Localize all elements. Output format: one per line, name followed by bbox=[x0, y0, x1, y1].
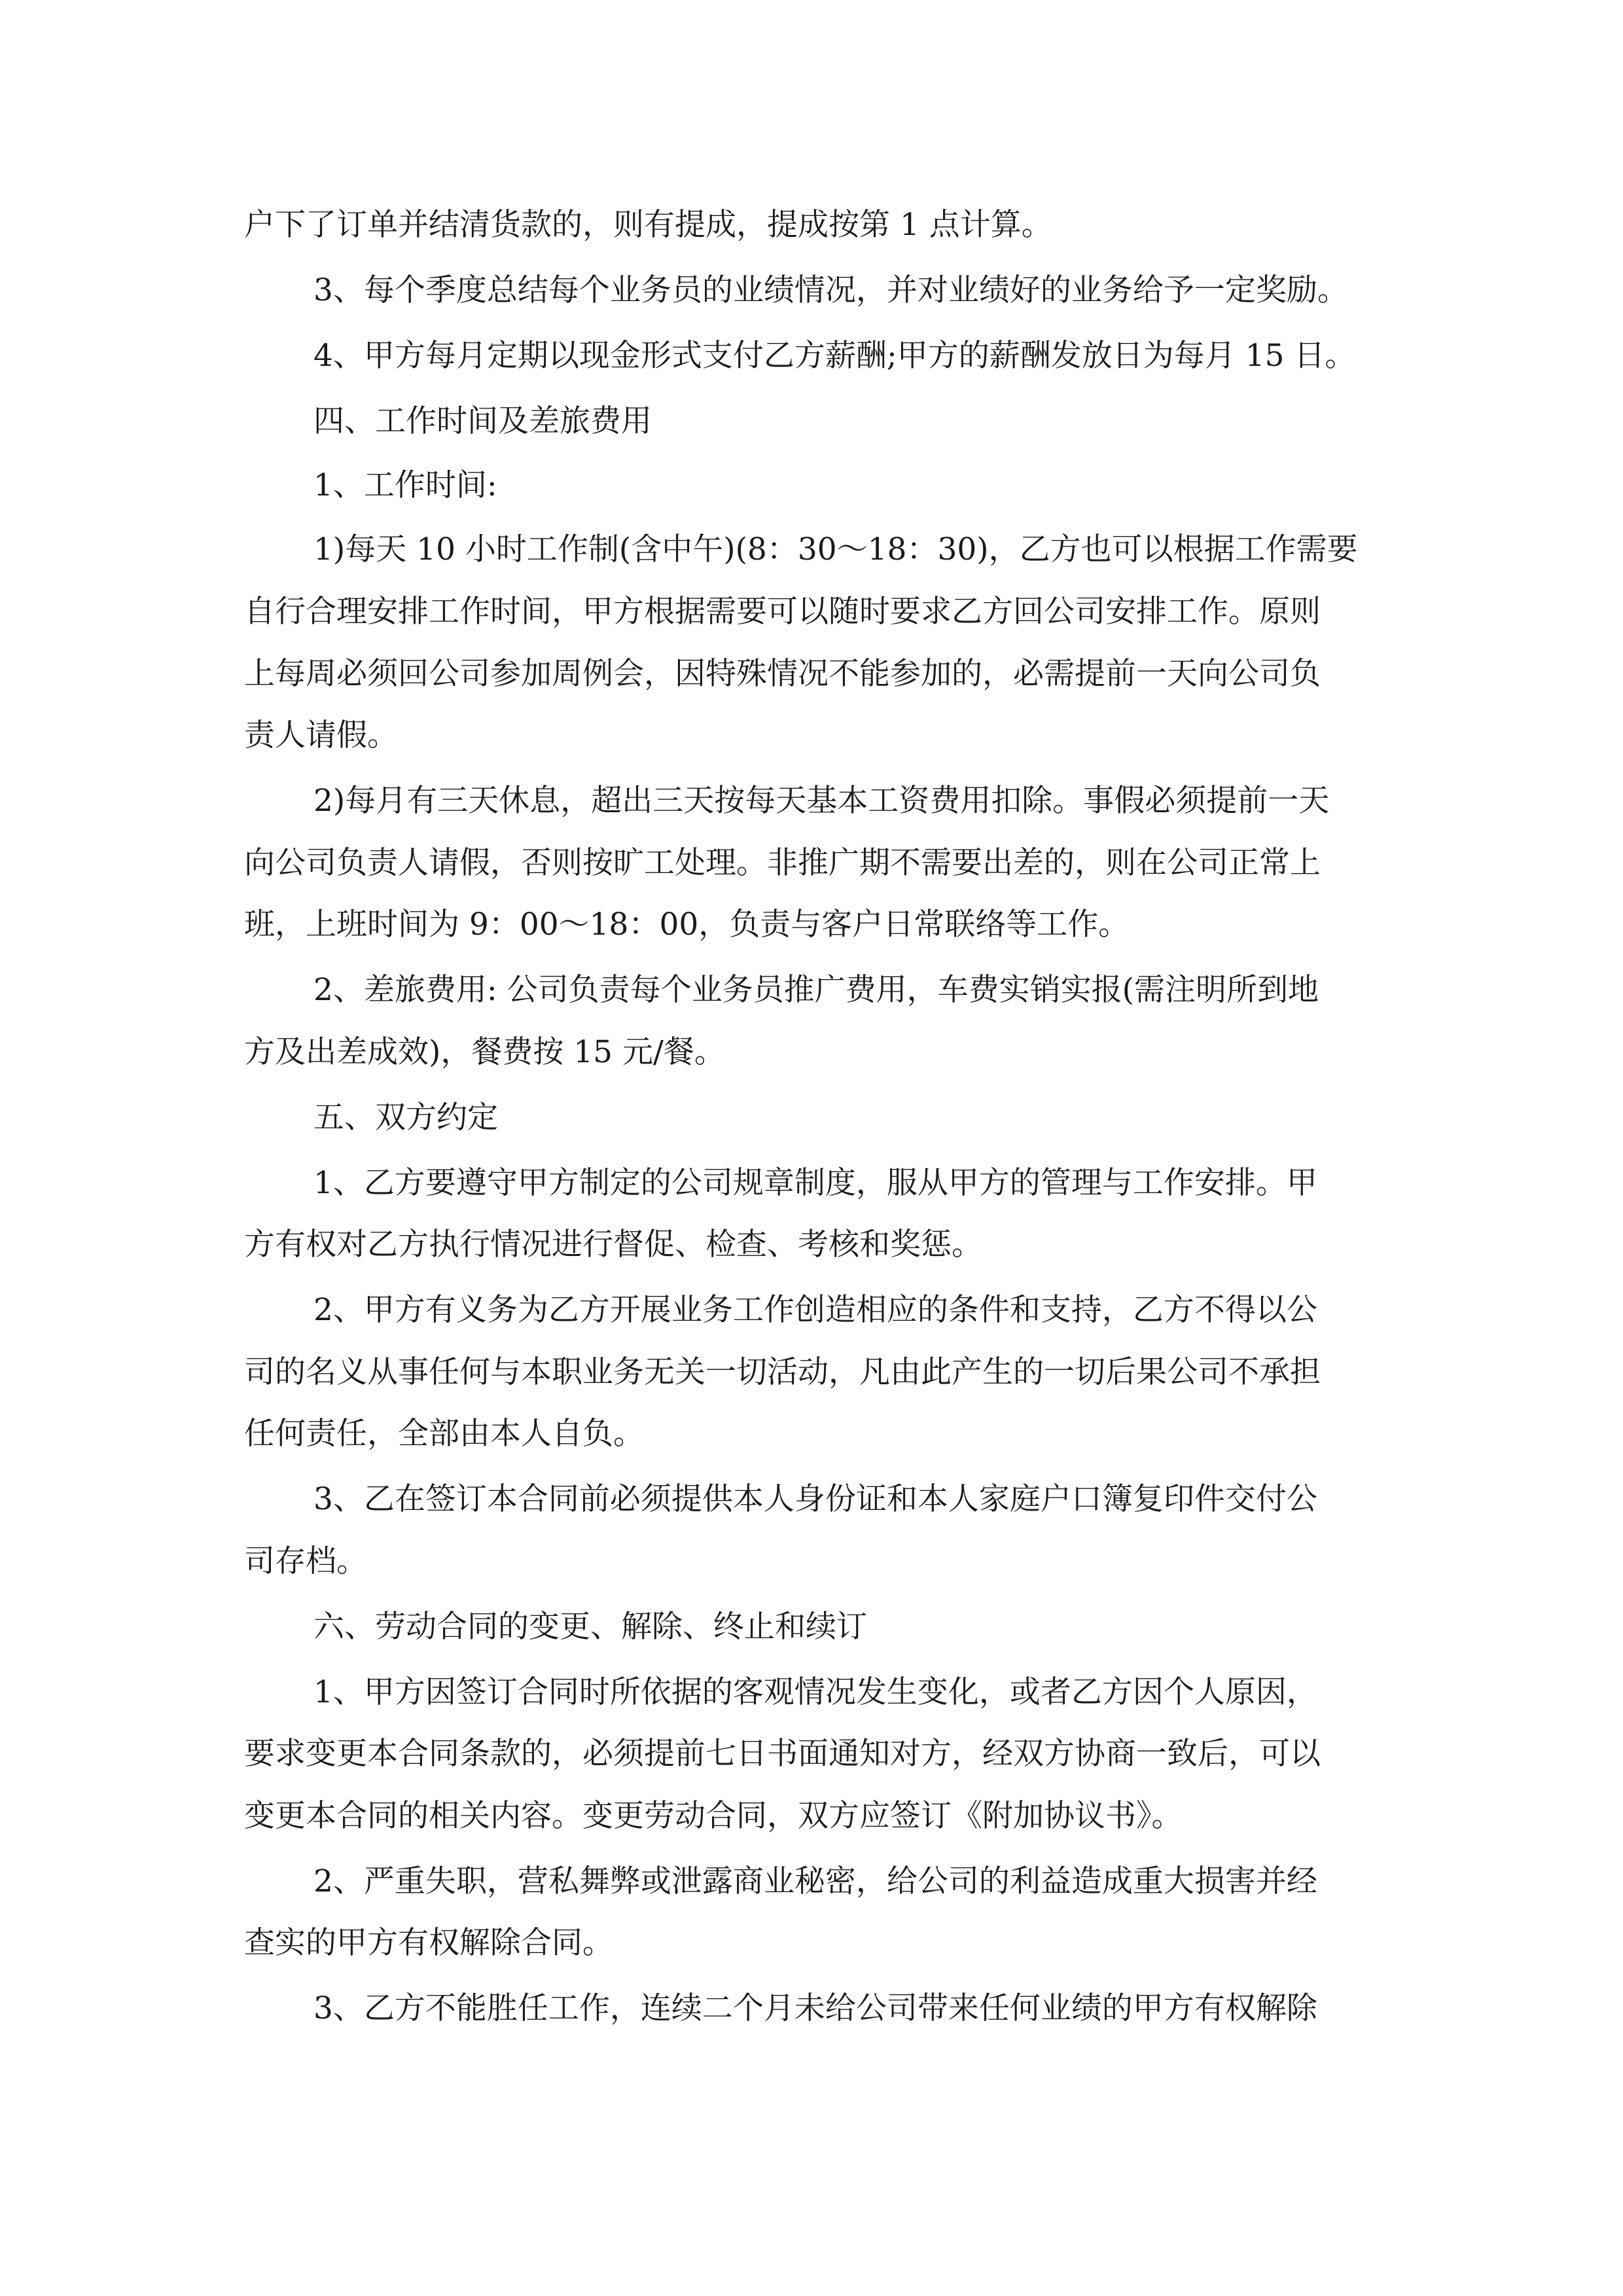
text-line: 4、甲方每月定期以现金形式支付乙方薪酬;甲方的薪酬发放日为每月 15 日。 bbox=[313, 338, 1356, 374]
text-line: 2)每月有三天休息，超出三天按每天基本工资费用扣除。事假必须提前一天 bbox=[313, 783, 1330, 819]
text-line: 变更本合同的相关内容。变更劳动合同，双方应签订《附加协议书》。 bbox=[244, 1798, 1183, 1834]
text-line: 司存档。 bbox=[244, 1543, 367, 1579]
section-heading: 五、双方约定 bbox=[313, 1100, 498, 1136]
text-line: 2、严重失职，营私舞弊或泄露商业秘密，给公司的利益造成重大损害并经 bbox=[313, 1863, 1317, 1899]
text-line: 要求变更本合同条款的，必须提前七日书面通知对方，经双方协商一致后，可以 bbox=[244, 1736, 1321, 1772]
text-line: 向公司负责人请假，否则按旷工处理。非推广期不需要出差的，则在公司正常上 bbox=[244, 845, 1321, 881]
text-line: 1、甲方因签订合同时所依据的客观情况发生变化，或者乙方因个人原因， bbox=[313, 1674, 1317, 1710]
text-line: 方有权对乙方执行情况进行督促、检查、考核和奖惩。 bbox=[244, 1227, 982, 1263]
text-line: 3、每个季度总结每个业务员的业绩情况，并对业绩好的业务给予一定奖励。 bbox=[313, 272, 1348, 308]
subsection-heading: 1、工作时间: bbox=[313, 467, 497, 503]
text-line: 查实的甲方有权解除合同。 bbox=[244, 1925, 613, 1961]
text-line: 3、乙方不能胜任工作，连续二个月未给公司带来任何业绩的甲方有权解除 bbox=[313, 1990, 1317, 2026]
text-line: 责人请假。 bbox=[244, 717, 398, 753]
text-line: 1、乙方要遵守甲方制定的公司规章制度，服从甲方的管理与工作安排。甲 bbox=[313, 1165, 1317, 1201]
text-line: 任何责任，全部由本人自负。 bbox=[244, 1416, 644, 1452]
text-line: 方及出差成效)，餐费按 15 元/餐。 bbox=[244, 1034, 725, 1070]
text-line: 1)每天 10 小时工作制(含中午)(8：30～18：30)，乙方也可以根据工作需要 bbox=[313, 531, 1358, 567]
text-line: 上每周必须回公司参加周例会，因特殊情况不能参加的，必需提前一天向公司负 bbox=[244, 656, 1321, 692]
text-line: 3、乙在签订本合同前必须提供本人身份证和本人家庭户口簿复印件交付公 bbox=[313, 1481, 1317, 1517]
text-line: 自行合理安排工作时间，甲方根据需要可以随时要求乙方回公司安排工作。原则 bbox=[244, 594, 1321, 630]
section-heading: 四、工作时间及差旅费用 bbox=[313, 403, 652, 439]
text-line: 2、甲方有义务为乙方开展业务工作创造相应的条件和支持，乙方不得以公 bbox=[313, 1292, 1317, 1328]
text-line: 班，上班时间为 9：00～18：00，负责与客户日常联络等工作。 bbox=[244, 906, 1130, 942]
text-line: 司的名义从事任何与本职业务无关一切活动，凡由此产生的一切后果公司不承担 bbox=[244, 1354, 1321, 1390]
text-line: 户下了订单并结清货款的，则有提成，提成按第 1 点计算。 bbox=[244, 207, 1052, 243]
section-heading: 六、劳动合同的变更、解除、终止和续订 bbox=[313, 1609, 867, 1645]
text-line: 2、差旅费用: 公司负责每个业务员推广费用，车费实销实报(需注明所到地 bbox=[313, 972, 1319, 1008]
